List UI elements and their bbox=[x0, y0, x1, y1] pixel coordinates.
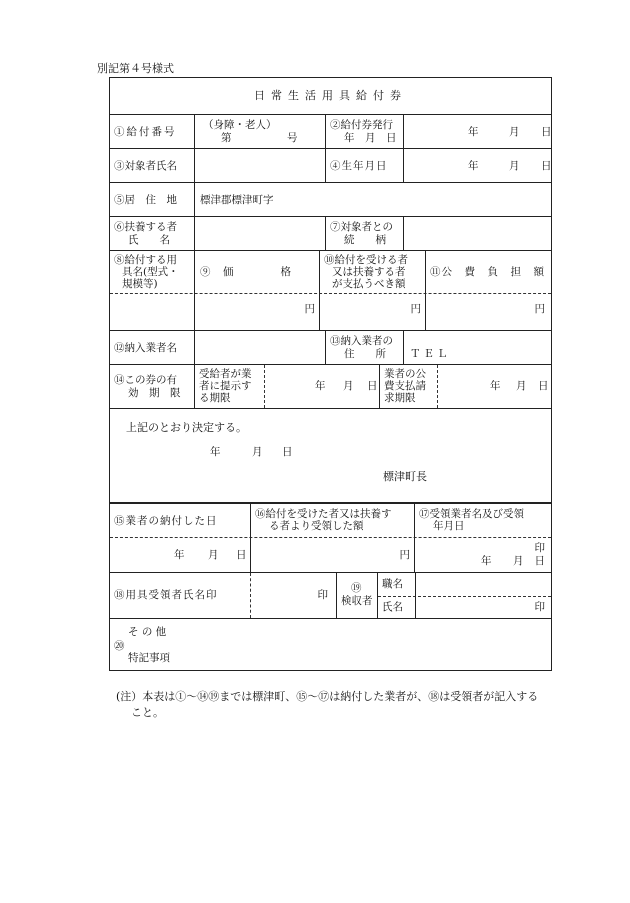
form-title: 日常生活用具給付券 bbox=[254, 89, 407, 102]
validity-label-2: 効 期 限 bbox=[128, 387, 181, 399]
claim-deadline-field[interactable] bbox=[437, 365, 551, 408]
relation-label-2: 続 柄 bbox=[344, 234, 386, 246]
address-value: 標津郡標津町字 bbox=[200, 194, 274, 206]
decision-year: 年 bbox=[210, 446, 221, 458]
received-amount-cell[interactable] bbox=[250, 504, 414, 572]
dai-text: 第 bbox=[221, 132, 232, 144]
price-cell[interactable] bbox=[194, 251, 319, 330]
claim-deadline-label-3: 求期限 bbox=[384, 392, 416, 404]
date-month-label: 月 bbox=[343, 380, 354, 392]
row-validity bbox=[110, 364, 551, 408]
date-month-label: 月 bbox=[516, 380, 527, 392]
voucher-number-field[interactable] bbox=[194, 115, 325, 148]
present-deadline-label-2: 者に提示す bbox=[199, 380, 252, 392]
tel-label: ＴＥＬ bbox=[410, 348, 451, 360]
date-day-label: 日 bbox=[541, 160, 552, 172]
relation-label-1: ⑦対象者との bbox=[330, 221, 393, 233]
received-amount-yen: 円 bbox=[399, 549, 410, 561]
item-name-label-3: 規模等) bbox=[122, 278, 158, 290]
vendor-address-label-cell bbox=[325, 331, 403, 364]
row-vendor bbox=[110, 330, 551, 364]
present-deadline-field[interactable] bbox=[264, 365, 379, 408]
relation-label-cell bbox=[325, 217, 403, 250]
footnote bbox=[116, 689, 556, 721]
relation-field[interactable] bbox=[403, 217, 551, 250]
vendor-address-label-2: 住 所 bbox=[344, 348, 386, 360]
inspector-label: 検収者 bbox=[341, 595, 373, 607]
item-name-label-2: 具名(型式・ bbox=[122, 266, 179, 278]
date-day-label: 日 bbox=[367, 380, 378, 392]
birth-date-field[interactable] bbox=[403, 149, 551, 182]
delivery-date-label: ⑮業者の納付した日 bbox=[114, 515, 218, 527]
address-field[interactable] bbox=[194, 183, 551, 216]
other-number: ⑳ bbox=[114, 640, 125, 652]
date-day-label: 日 bbox=[236, 549, 247, 561]
public-burden-label: ⑪公 費 負 担 額 bbox=[430, 266, 545, 278]
other-label-2: 特記事項 bbox=[128, 652, 170, 664]
target-name-label-cell bbox=[110, 149, 194, 182]
decision-block bbox=[110, 408, 551, 502]
date-month-label: 月 bbox=[513, 555, 524, 567]
decision-month: 月 bbox=[252, 446, 263, 458]
self-pay-label-3: が支払うべき額 bbox=[332, 278, 406, 290]
vendor-address-label-1: ⑬納入業者の bbox=[330, 335, 393, 347]
vendor-address-field[interactable] bbox=[403, 331, 551, 364]
validity-label-1: ⑭この券の有 bbox=[114, 374, 177, 386]
received-amount-label-2: る者より受領した額 bbox=[269, 520, 364, 532]
row-target-name bbox=[110, 148, 551, 182]
address-label-cell bbox=[110, 183, 194, 216]
mayor-label: 標津町長 bbox=[383, 470, 427, 483]
delivery-date-cell[interactable] bbox=[110, 504, 250, 572]
row-voucher-number bbox=[110, 114, 551, 148]
footnote-line-2: こと。 bbox=[131, 705, 164, 719]
receiver-label: ⑱用具受領者氏名印 bbox=[114, 589, 218, 601]
present-deadline-label-1: 受給者が業 bbox=[199, 368, 252, 380]
public-burden-yen: 円 bbox=[534, 303, 545, 315]
item-name-label-cell bbox=[110, 251, 194, 330]
supporter-label-cell bbox=[110, 217, 194, 250]
claim-deadline-label-1: 業者の公 bbox=[384, 368, 426, 380]
date-day-label: 日 bbox=[541, 126, 552, 138]
receiver-seal-field[interactable] bbox=[250, 573, 336, 618]
supporter-label-1: ⑥扶養する者 bbox=[114, 221, 177, 233]
footnote-line-1: (注）本表は①～⑭⑲までは標津町、⑮～⑰は納付した業者が、⑱は受領者が記入する bbox=[116, 690, 539, 703]
date-month-label: 月 bbox=[208, 549, 219, 561]
supporter-name-field[interactable] bbox=[194, 217, 325, 250]
inspector-seal: 印 bbox=[534, 601, 545, 613]
date-year-label: 年 bbox=[468, 160, 479, 172]
date-year-label: 年 bbox=[468, 126, 479, 138]
receipt-vendor-cell[interactable] bbox=[414, 504, 551, 572]
row-receiver bbox=[110, 572, 551, 618]
row-item-price bbox=[110, 250, 551, 330]
receipt-seal: 印 bbox=[534, 542, 545, 554]
validity-label-cell bbox=[110, 365, 194, 408]
category-text: （身障・老人） bbox=[203, 119, 277, 131]
target-name-field[interactable] bbox=[194, 149, 325, 182]
issue-date-label-cell bbox=[325, 115, 403, 148]
inspector-title-label: 職名 bbox=[382, 578, 403, 590]
decision-day: 日 bbox=[282, 446, 293, 458]
date-month-label: 月 bbox=[509, 160, 520, 172]
inspector-input-column bbox=[415, 573, 551, 618]
received-amount-label-1: ⑯給付を受けた者又は扶養す bbox=[255, 508, 392, 520]
issue-date-field[interactable] bbox=[403, 115, 551, 148]
birth-date-label: ④生年月日 bbox=[330, 160, 388, 172]
date-year-label: 年 bbox=[490, 380, 501, 392]
supporter-label-2: 氏 名 bbox=[128, 234, 170, 246]
vendor-label: ⑫納入業者名 bbox=[114, 342, 177, 354]
inspector-fields bbox=[377, 573, 551, 618]
issue-date-label-1: ②給付券発行 bbox=[330, 119, 393, 131]
voucher-number-label: ①給付番号 bbox=[114, 126, 177, 138]
self-pay-cell[interactable] bbox=[319, 251, 425, 330]
receiver-seal: 印 bbox=[317, 589, 328, 601]
inspector-number: ⑲ bbox=[351, 582, 362, 594]
self-pay-label-2: 又は扶養する者 bbox=[332, 266, 406, 278]
receiver-label-cell bbox=[110, 573, 250, 618]
target-name-label: ③対象者氏名 bbox=[114, 160, 177, 172]
voucher-form bbox=[109, 77, 552, 671]
date-month-label: 月 bbox=[509, 126, 520, 138]
date-year-label: 年 bbox=[315, 380, 326, 392]
claim-deadline-label-cell bbox=[379, 365, 437, 408]
date-day-label: 日 bbox=[534, 555, 545, 567]
self-pay-label-1: ⑩給付を受ける者 bbox=[324, 254, 408, 266]
self-pay-yen: 円 bbox=[410, 303, 421, 315]
other-label-1: そ の 他 bbox=[128, 626, 167, 638]
item-name-label-1: ⑧給付する用 bbox=[114, 254, 177, 266]
issue-date-label-2: 年 月 日 bbox=[344, 132, 397, 144]
vendor-label-cell bbox=[110, 331, 194, 364]
present-deadline-label-cell bbox=[194, 365, 264, 408]
date-year-label: 年 bbox=[481, 555, 492, 567]
receipt-vendor-label-2: 年月日 bbox=[433, 520, 465, 532]
row-address bbox=[110, 182, 551, 216]
claim-deadline-label-2: 費支払請 bbox=[384, 380, 426, 392]
receipt-vendor-label-1: ⑰受領業者名及び受領 bbox=[419, 508, 524, 520]
row-other-notes[interactable] bbox=[110, 618, 551, 670]
form-number-label: 別記第４号様式 bbox=[97, 62, 174, 75]
public-burden-cell[interactable] bbox=[425, 251, 551, 330]
row-delivery bbox=[110, 502, 551, 572]
decision-text: 上記のとおり決定する。 bbox=[126, 421, 247, 434]
inspector-name-label: 氏名 bbox=[382, 601, 403, 613]
go-text: 号 bbox=[287, 132, 298, 144]
price-label: ⑨ 価 格 bbox=[200, 266, 292, 278]
birth-date-label-cell bbox=[325, 149, 403, 182]
row-supporter bbox=[110, 216, 551, 250]
address-label: ⑤居 住 地 bbox=[114, 194, 177, 206]
present-deadline-label-3: る期限 bbox=[199, 392, 231, 404]
inspector-label-cell bbox=[336, 573, 377, 618]
voucher-number-label-cell bbox=[110, 115, 194, 148]
date-year-label: 年 bbox=[174, 549, 185, 561]
price-yen: 円 bbox=[304, 303, 315, 315]
title-row bbox=[110, 78, 551, 114]
vendor-name-field[interactable] bbox=[194, 331, 325, 364]
date-day-label: 日 bbox=[538, 380, 549, 392]
